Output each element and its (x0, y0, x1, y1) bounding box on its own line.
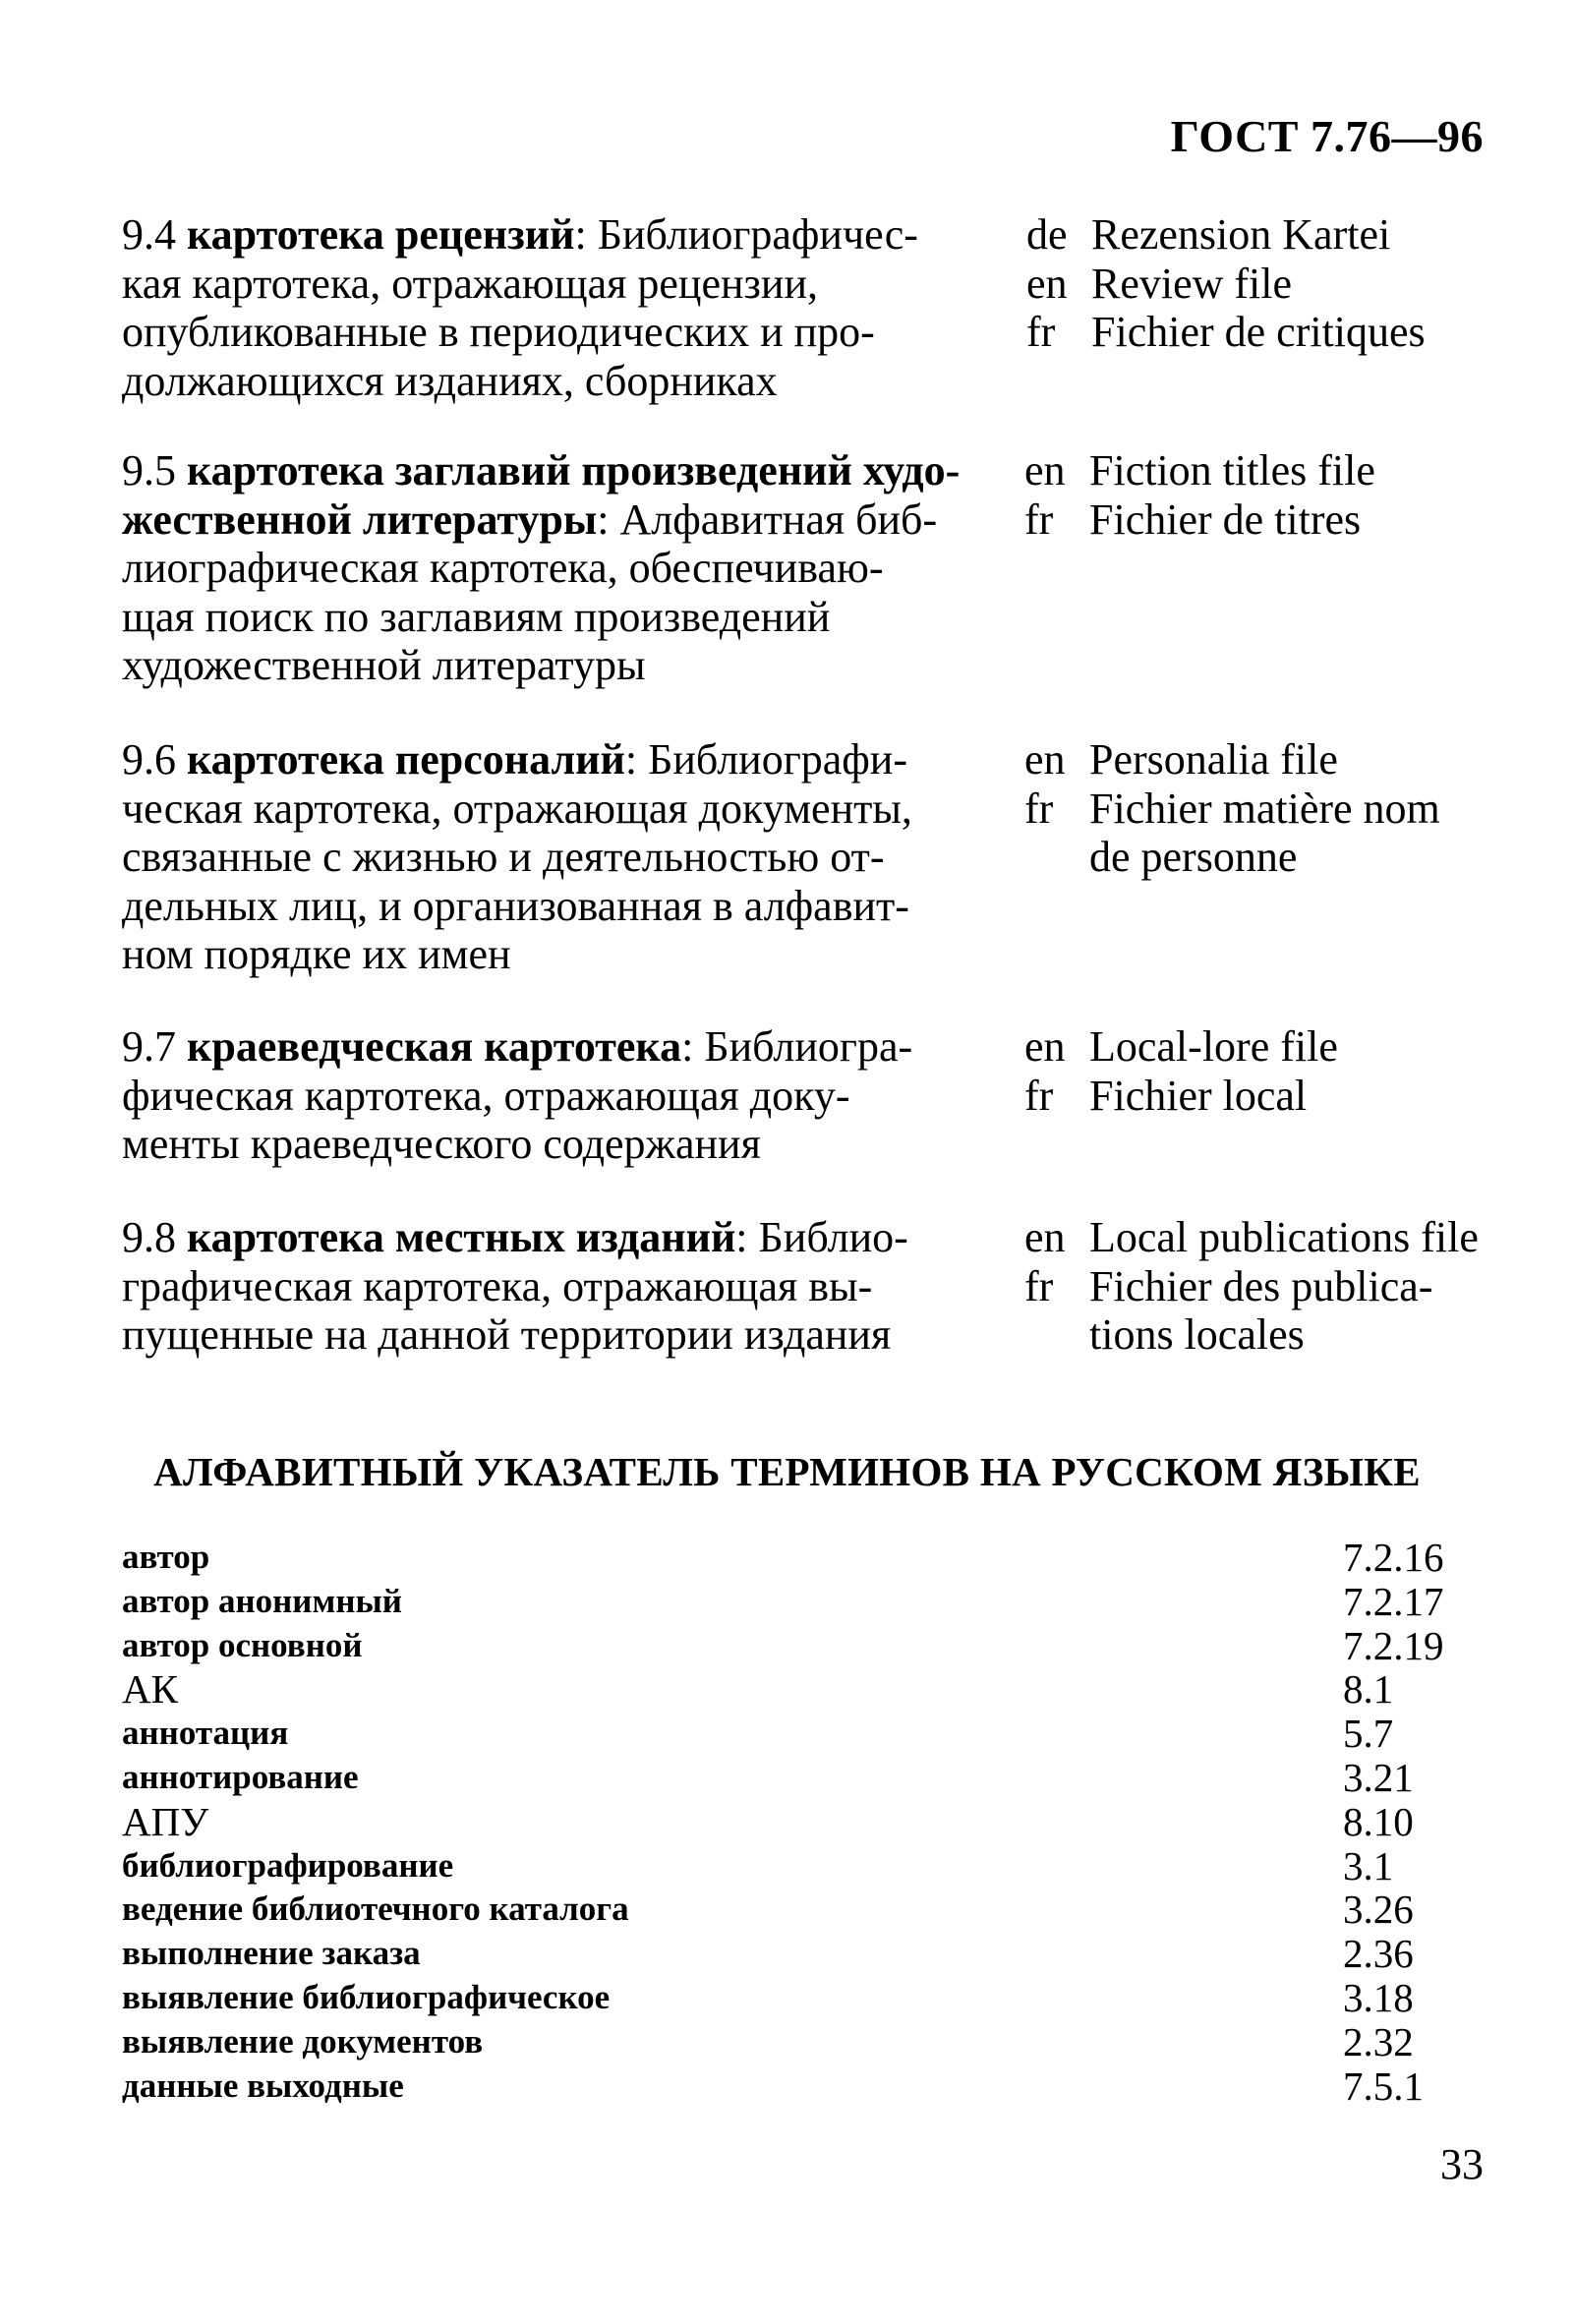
term-title: картотека рецензий (187, 210, 575, 259)
index-entry (122, 2020, 1459, 2064)
term-number: 9.8 (122, 1213, 176, 1261)
equivalent-row: en Personalia file (1024, 735, 1338, 784)
document-header: ГОСТ 7.76—96 (1170, 111, 1484, 161)
term-title: картотека местных изданий (187, 1213, 736, 1261)
term-definition: 9.4 картотека рецензий: Библиографичес- кая картотека, отражающая рецензии, опубликованные в периодических и про- должающихся изданиях, сборниках (122, 210, 918, 405)
equivalent-row: en Local-lore file (1024, 1022, 1338, 1071)
index-entry (122, 2064, 1459, 2109)
term-number: 9.5 (122, 446, 176, 494)
index-entry (122, 1580, 1459, 1624)
index-reference: 7.5.1 (1343, 2063, 1424, 2109)
equivalent-row: de Rezension Kartei (1026, 210, 1391, 259)
term-definition: 9.8 картотека местных изданий: Библио- графическая картотека, отражающая вы- пущенные на данной территории издания (122, 1213, 908, 1359)
term-entry-9-8 (122, 1213, 1498, 1360)
term-title-continued: жественной литературы (122, 494, 598, 544)
term-title: картотека заглавий произведений худо- (187, 446, 961, 494)
term-definition: 9.6 картотека персоналий: Библиографи- ческая картотека, отражающая документы, связанные с жизнью и деятельностью от- дельных лиц, и организованная в алфавит- ном порядке их имен (122, 735, 912, 978)
index-reference: 7.2.17 (1343, 1578, 1444, 1624)
index-entry (122, 1976, 1459, 2020)
term-title: картотека персоналий (187, 735, 625, 784)
equivalent-row: fr Fichier de critiques (1026, 308, 1426, 356)
equivalent-row: en Fiction titles file (1024, 446, 1375, 494)
index-entry (122, 1624, 1459, 1668)
term-entry-9-5 (122, 446, 1498, 690)
index-reference: 3.26 (1343, 1887, 1414, 1933)
index-reference: 2.32 (1343, 2018, 1414, 2064)
foreign-equivalents (1024, 446, 1574, 544)
index-reference: 3.18 (1343, 1974, 1414, 2020)
index-term: выявление документов (122, 2021, 484, 2061)
index-term: данные выходные (122, 2065, 404, 2105)
term-definition: 9.7 краеведческая картотека: Библиогра- фическая картотека, отражающая доку- менты краеведческого содержания (122, 1022, 913, 1168)
term-entry-9-6 (122, 735, 1498, 979)
index-reference: 3.21 (1343, 1754, 1414, 1800)
index-entry (122, 1800, 1459, 1844)
index-term: автор основной (122, 1625, 363, 1664)
index-term: автор анонимный (122, 1581, 402, 1620)
index-reference: 7.2.19 (1343, 1622, 1444, 1668)
equivalent-row: fr Fichier matière nom (1024, 784, 1440, 833)
index-term: автор (122, 1538, 210, 1576)
equivalent-row: en Local publications file (1024, 1213, 1479, 1261)
index-term: выполнение заказа (122, 1934, 421, 1973)
term-number: 9.6 (122, 735, 176, 784)
index-term: аннотирование (122, 1757, 359, 1796)
index-term: выявление библиографическое (122, 1977, 611, 2016)
equivalent-continuation: tions locales (1089, 1310, 1305, 1359)
page-number: 33 (1440, 2140, 1484, 2188)
term-entry-9-7 (122, 1022, 1498, 1169)
equivalent-row: fr Fichier local (1024, 1071, 1308, 1120)
index-entry (122, 1756, 1459, 1800)
index-term: аннотация (122, 1714, 289, 1753)
foreign-equivalents (1024, 1022, 1574, 1120)
index-term: АПУ (122, 1798, 209, 1844)
index-entry (122, 1712, 1459, 1756)
equivalent-row: fr Fichier de titres (1024, 494, 1362, 544)
index-reference: 3.1 (1343, 1842, 1394, 1888)
index-entry (122, 1844, 1459, 1888)
equivalent-row: fr Fichier des publica- (1024, 1261, 1433, 1310)
index-reference: 5.7 (1343, 1711, 1394, 1757)
index-entry (122, 1667, 1459, 1712)
index-entry (122, 1536, 1459, 1580)
index-term: АК (122, 1666, 178, 1713)
term-number: 9.7 (122, 1022, 176, 1071)
foreign-equivalents (1026, 210, 1574, 357)
index-term: ведение библиотечного каталога (122, 1889, 629, 1929)
index-entry (122, 1932, 1459, 1976)
equivalent-continuation: de personne (1089, 833, 1298, 881)
index-entry (122, 1888, 1459, 1932)
foreign-equivalents (1024, 1213, 1574, 1360)
term-entry-9-4 (122, 210, 1498, 405)
index-list (122, 1536, 1459, 2108)
index-reference: 7.2.16 (1343, 1535, 1444, 1580)
index-reference: 8.10 (1343, 1798, 1414, 1844)
term-number: 9.4 (122, 210, 176, 259)
index-term: библиографирование (122, 1845, 454, 1885)
index-reference: 2.36 (1343, 1931, 1414, 1977)
foreign-equivalents (1024, 735, 1574, 882)
equivalent-row: en Review file (1026, 259, 1293, 308)
term-definition: 9.5 картотека заглавий произведений худо- жественной литературы: Алфавитная биб- лиографическая картотека, обеспечиваю- щая поиск по заглавиям произведений художественной литературы (122, 446, 961, 689)
index-title: АЛФАВИТНЫЙ УКАЗАТЕЛЬ ТЕРМИНОВ НА РУССКОМ ЯЗЫКЕ (153, 1449, 1421, 1494)
term-title: краеведческая картотека (187, 1022, 682, 1071)
index-reference: 8.1 (1343, 1666, 1394, 1713)
